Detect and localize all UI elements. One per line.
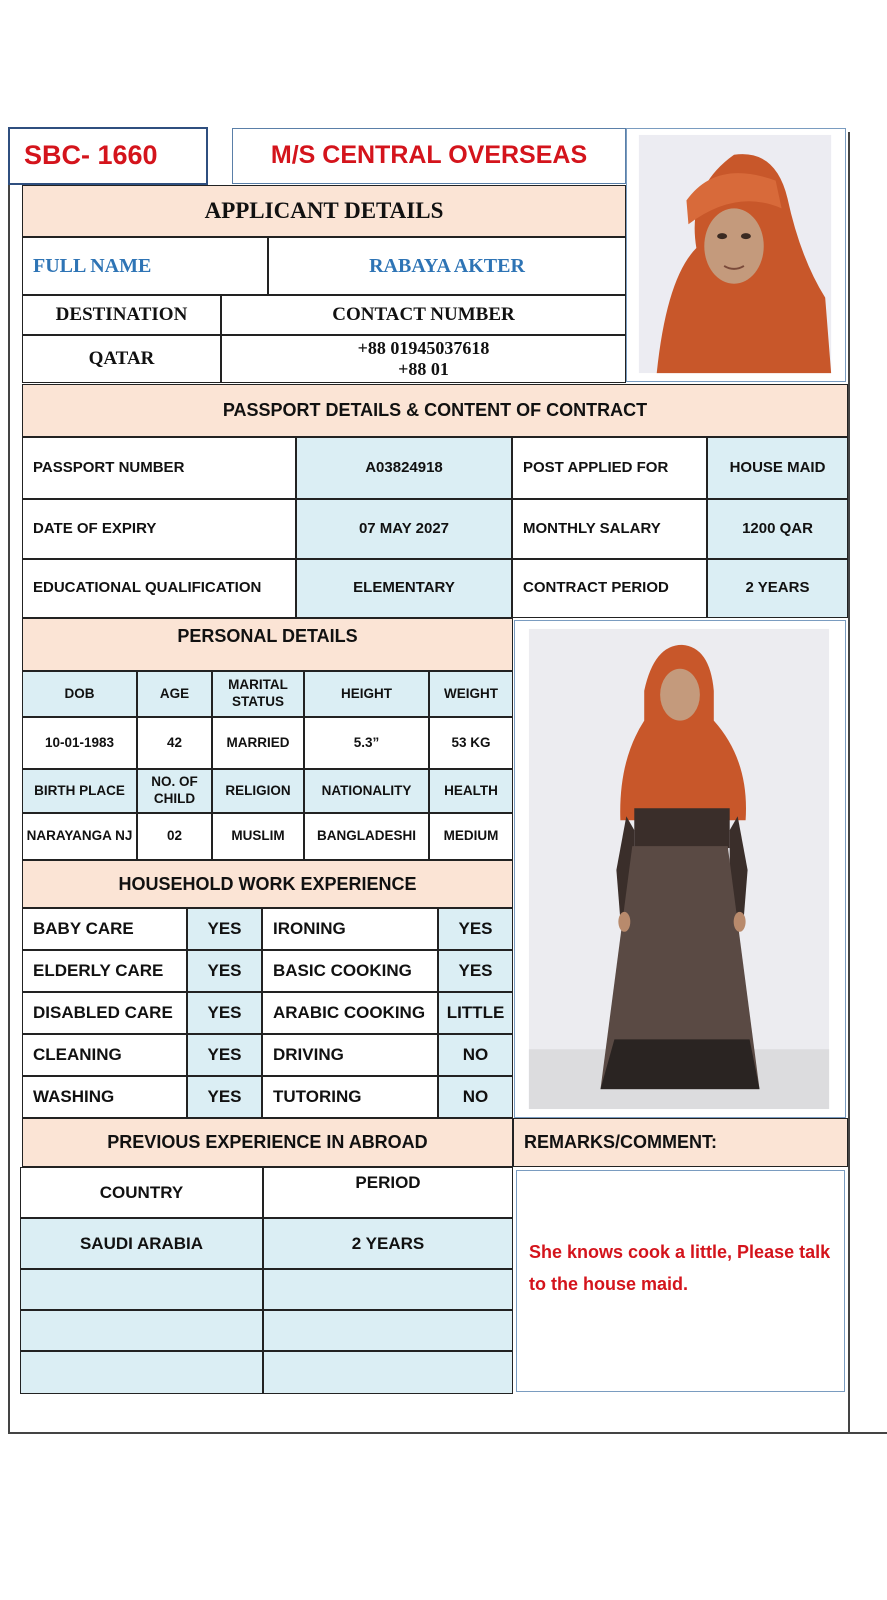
abroad-period-value: 2 YEARS: [263, 1218, 513, 1269]
contact-number-value: [221, 335, 626, 383]
birth-place-header: BIRTH PLACE: [22, 769, 137, 813]
remarks-label: REMARKS/COMMENT:: [513, 1118, 848, 1167]
passport-details-heading: PASSPORT DETAILS & CONTENT OF CONTRACT: [22, 384, 848, 437]
washing-label: WASHING: [22, 1076, 187, 1118]
cleaning-label: CLEANING: [22, 1034, 187, 1076]
no-of-child-value: 02: [137, 813, 212, 860]
applicant-full-body-photo: [514, 620, 846, 1118]
monthly-salary-value: 1200 QAR: [707, 499, 848, 559]
religion-header: RELIGION: [212, 769, 304, 813]
abroad-empty-period-1: [263, 1269, 513, 1310]
birth-place-value: NARAYANGA NJ: [22, 813, 137, 860]
remarks-text: She knows cook a little, Please talk to the house maid.: [529, 1242, 831, 1294]
dob-value: 10-01-1983: [22, 717, 137, 769]
ironing-value: YES: [438, 908, 513, 950]
baby-care-label: BABY CARE: [22, 908, 187, 950]
nationality-header: NATIONALITY: [304, 769, 429, 813]
abroad-empty-period-3: [263, 1351, 513, 1394]
abroad-empty-period-2: [263, 1310, 513, 1351]
monthly-salary-label: MONTHLY SALARY: [512, 499, 707, 559]
applicant-portrait-photo: [626, 128, 846, 382]
contact-number-2: +88 01: [398, 359, 449, 379]
arabic-cooking-label: ARABIC COOKING: [262, 992, 438, 1034]
period-column-header: PERIOD: [263, 1167, 513, 1218]
abroad-empty-country-2: [20, 1310, 263, 1351]
abroad-empty-country-3: [20, 1351, 263, 1394]
health-value: MEDIUM: [429, 813, 513, 860]
passport-number-label: PASSPORT NUMBER: [22, 437, 296, 499]
contact-number-1: +88 01945037618: [357, 338, 490, 359]
disabled-care-label: DISABLED CARE: [22, 992, 187, 1034]
health-header: HEALTH: [429, 769, 513, 813]
elderly-care-value: YES: [187, 950, 262, 992]
age-value: 42: [137, 717, 212, 769]
education-label: EDUCATIONAL QUALIFICATION: [22, 559, 296, 618]
date-of-expiry-label: DATE OF EXPIRY: [22, 499, 296, 559]
ironing-label: IRONING: [262, 908, 438, 950]
country-column-header: COUNTRY: [20, 1167, 263, 1218]
nationality-value: BANGLADESHI: [304, 813, 429, 860]
full-name-value: RABAYA AKTER: [268, 237, 626, 295]
destination-value: QATAR: [22, 335, 221, 383]
applicant-details-heading: APPLICANT DETAILS: [22, 185, 626, 237]
outer-frame-right: [848, 132, 850, 1434]
tutoring-value: NO: [438, 1076, 513, 1118]
driving-value: NO: [438, 1034, 513, 1076]
post-applied-value: HOUSE MAID: [707, 437, 848, 499]
basic-cooking-label: BASIC COOKING: [262, 950, 438, 992]
washing-value: YES: [187, 1076, 262, 1118]
age-header: AGE: [137, 671, 212, 717]
abroad-experience-heading: PREVIOUS EXPERIENCE IN ABROAD: [22, 1118, 513, 1167]
post-applied-label: POST APPLIED FOR: [512, 437, 707, 499]
abroad-country-value: SAUDI ARABIA: [20, 1218, 263, 1269]
dob-header: DOB: [22, 671, 137, 717]
weight-value: 53 KG: [429, 717, 513, 769]
outer-frame: [8, 128, 10, 1434]
education-value: ELEMENTARY: [296, 559, 512, 618]
weight-header: WEIGHT: [429, 671, 513, 717]
marital-status-value: MARRIED: [212, 717, 304, 769]
date-of-expiry-value: 07 MAY 2027: [296, 499, 512, 559]
destination-label: DESTINATION: [22, 295, 221, 335]
disabled-care-value: YES: [187, 992, 262, 1034]
full-name-label: FULL NAME: [22, 237, 268, 295]
agency-name: M/S CENTRAL OVERSEAS: [232, 128, 626, 184]
tutoring-label: TUTORING: [262, 1076, 438, 1118]
abroad-empty-country-1: [20, 1269, 263, 1310]
height-value: 5.3”: [304, 717, 429, 769]
religion-value: MUSLIM: [212, 813, 304, 860]
elderly-care-label: ELDERLY CARE: [22, 950, 187, 992]
reference-code: SBC- 1660: [8, 127, 208, 185]
driving-label: DRIVING: [262, 1034, 438, 1076]
cleaning-value: YES: [187, 1034, 262, 1076]
personal-details-heading: PERSONAL DETAILS: [22, 618, 513, 671]
contact-number-label: CONTACT NUMBER: [221, 295, 626, 335]
marital-status-header: MARITAL STATUS: [212, 671, 304, 717]
contract-period-label: CONTRACT PERIOD: [512, 559, 707, 618]
height-header: HEIGHT: [304, 671, 429, 717]
passport-number-value: A03824918: [296, 437, 512, 499]
basic-cooking-value: YES: [438, 950, 513, 992]
arabic-cooking-value: LITTLE: [438, 992, 513, 1034]
baby-care-value: YES: [187, 908, 262, 950]
no-of-child-header: NO. OF CHILD: [137, 769, 212, 813]
household-experience-heading: HOUSEHOLD WORK EXPERIENCE: [22, 860, 513, 908]
contract-period-value: 2 YEARS: [707, 559, 848, 618]
outer-frame-bottom: [8, 1432, 887, 1434]
remarks-box: [516, 1170, 845, 1392]
